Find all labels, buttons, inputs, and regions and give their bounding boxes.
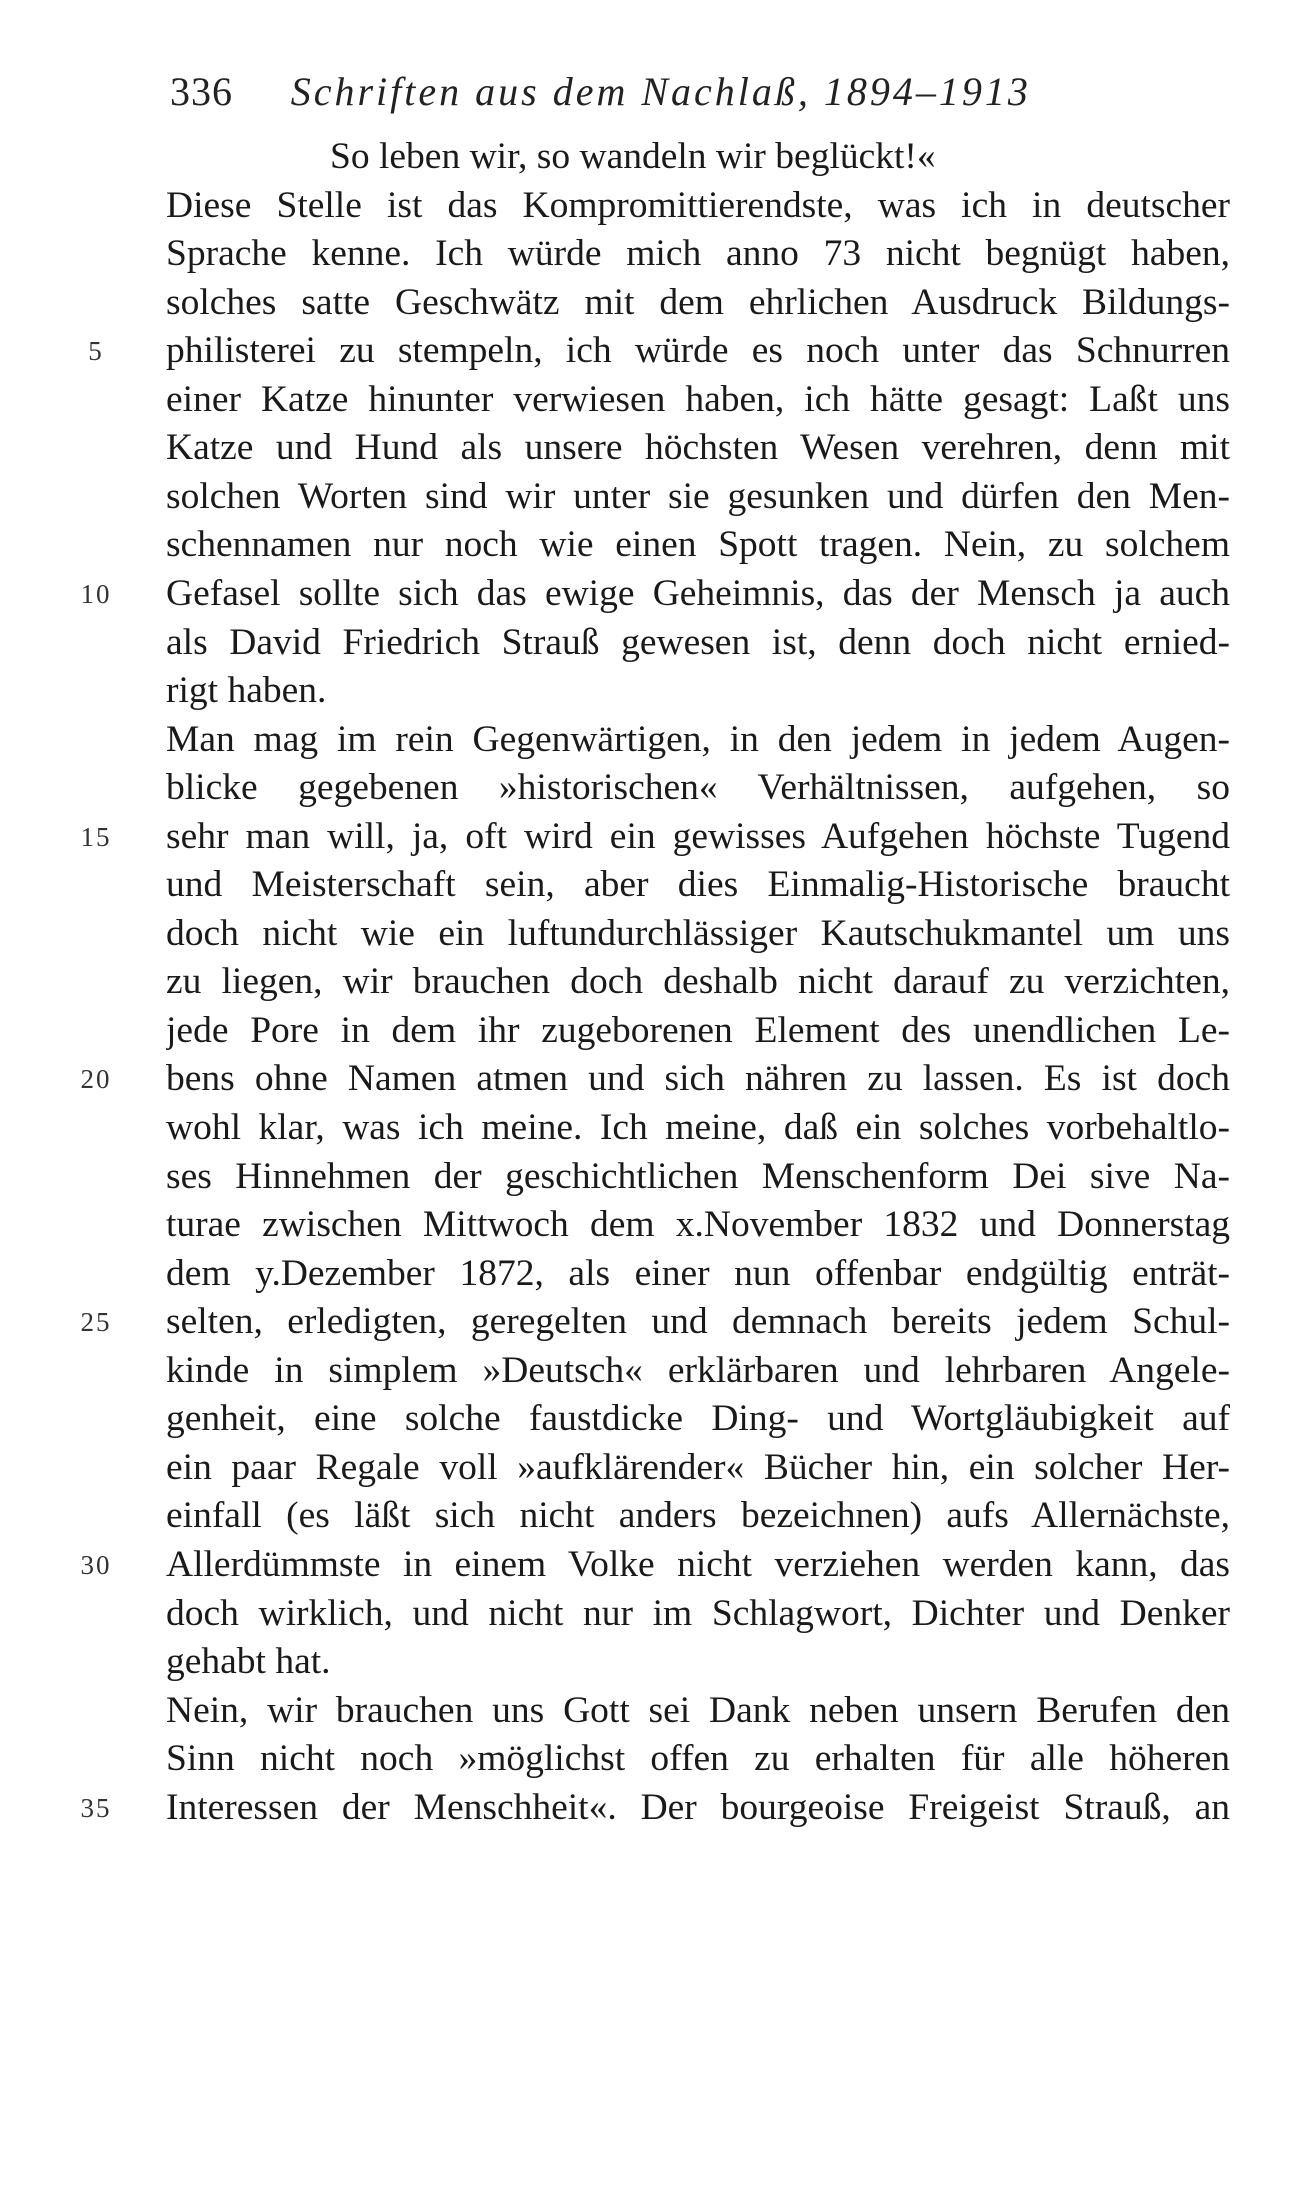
text-line: dem y.Dezember 1872, als einer nun offenbar endgültig enträt- (166, 1253, 1230, 1294)
text-line: ein paar Regale voll »aufklärender« Bücher hin, ein solcher Her- (166, 1447, 1230, 1488)
text-line: selten, erledigten, geregelten und demnach bereits jedem Schul- (166, 1301, 1230, 1342)
running-header (170, 68, 1031, 115)
text-line: blicke gegebenen »historischen« Verhältnissen, aufgehen, so (166, 767, 1230, 808)
text-line: Diese Stelle ist das Kompromittierendste, was ich in deutscher (166, 185, 1230, 226)
text-line: Katze und Hund als unsere höchsten Wesen verehren, denn mit (166, 427, 1230, 468)
text-line: zu liegen, wir brauchen doch deshalb nicht darauf zu verzichten, (166, 961, 1230, 1002)
text-line: Interessen der Menschheit«. Der bourgeoise Freigeist Strauß, an (166, 1787, 1230, 1828)
text-line: wohl klar, was ich meine. Ich meine, daß ein solches vorbehaltlo- (166, 1107, 1230, 1148)
line-number: 5 (88, 336, 104, 366)
text-line: kinde in simplem »Deutsch« erklärbaren und lehrbaren Angele- (166, 1350, 1230, 1391)
line-number: 35 (80, 1793, 112, 1823)
text-line: jede Pore in dem ihr zugeborenen Element des unendlichen Le- (166, 1010, 1230, 1051)
line-number: 25 (80, 1307, 112, 1337)
line-number: 15 (80, 822, 112, 852)
text-line: turae zwischen Mittwoch dem x.November 1832 und Donnerstag (166, 1204, 1230, 1245)
text-line: solchen Worten sind wir unter sie gesunken und dürfen den Men- (166, 476, 1230, 517)
page-number: 336 (170, 69, 233, 114)
text-line: Sprache kenne. Ich würde mich anno 73 nicht begnügt haben, (166, 233, 1230, 274)
text-line: Sinn nicht noch »möglichst offen zu erhalten für alle höheren (166, 1738, 1230, 1779)
text-line: Allerdümmste in einem Volke nicht verziehen werden kann, das (166, 1544, 1230, 1585)
text-line: Man mag im rein Gegenwärtigen, in den jedem in jedem Augen- (166, 719, 1230, 760)
text-line: einer Katze hinunter verwiesen haben, ich hätte gesagt: Laßt uns (166, 379, 1230, 420)
text-line: So leben wir, so wandeln wir beglückt!« (330, 136, 936, 177)
text-line: und Meisterschaft sein, aber dies Einmalig-Historische braucht (166, 864, 1230, 905)
text-line: rigt haben. (166, 670, 327, 711)
text-line: einfall (es läßt sich nicht anders bezeichnen) aufs Allernächste, (166, 1495, 1230, 1536)
text-line: doch nicht wie ein luftundurchlässiger Kautschukmantel um uns (166, 913, 1230, 954)
text-line: doch wirklich, und nicht nur im Schlagwort, Dichter und Denker (166, 1593, 1230, 1634)
text-line: solches satte Geschwätz mit dem ehrlichen Ausdruck Bildungs- (166, 282, 1230, 323)
text-line: Nein, wir brauchen uns Gott sei Dank neben unsern Berufen den (166, 1690, 1230, 1731)
line-number: 30 (80, 1550, 112, 1580)
running-title: Schriften aus dem Nachlaß, 1894–1913 (290, 69, 1031, 114)
text-line: philisterei zu stempeln, ich würde es noch unter das Schnurren (166, 330, 1230, 371)
line-number: 10 (80, 579, 112, 609)
text-line: sehr man will, ja, oft wird ein gewisses Aufgehen höchste Tugend (166, 816, 1230, 857)
text-line: ses Hinnehmen der geschichtlichen Menschenform Dei sive Na- (166, 1156, 1230, 1197)
text-line: bens ohne Namen atmen und sich nähren zu lassen. Es ist doch (166, 1058, 1230, 1099)
text-line: genheit, eine solche faustdicke Ding- und Wortgläubigkeit auf (166, 1398, 1230, 1439)
text-line: als David Friedrich Strauß gewesen ist, denn doch nicht ernied- (166, 622, 1230, 663)
text-line: Gefasel sollte sich das ewige Geheimnis, das der Mensch ja auch (166, 573, 1230, 614)
line-number: 20 (80, 1064, 112, 1094)
text-line: gehabt hat. (166, 1641, 331, 1682)
text-line: schennamen nur noch wie einen Spott tragen. Nein, zu solchem (166, 524, 1230, 565)
